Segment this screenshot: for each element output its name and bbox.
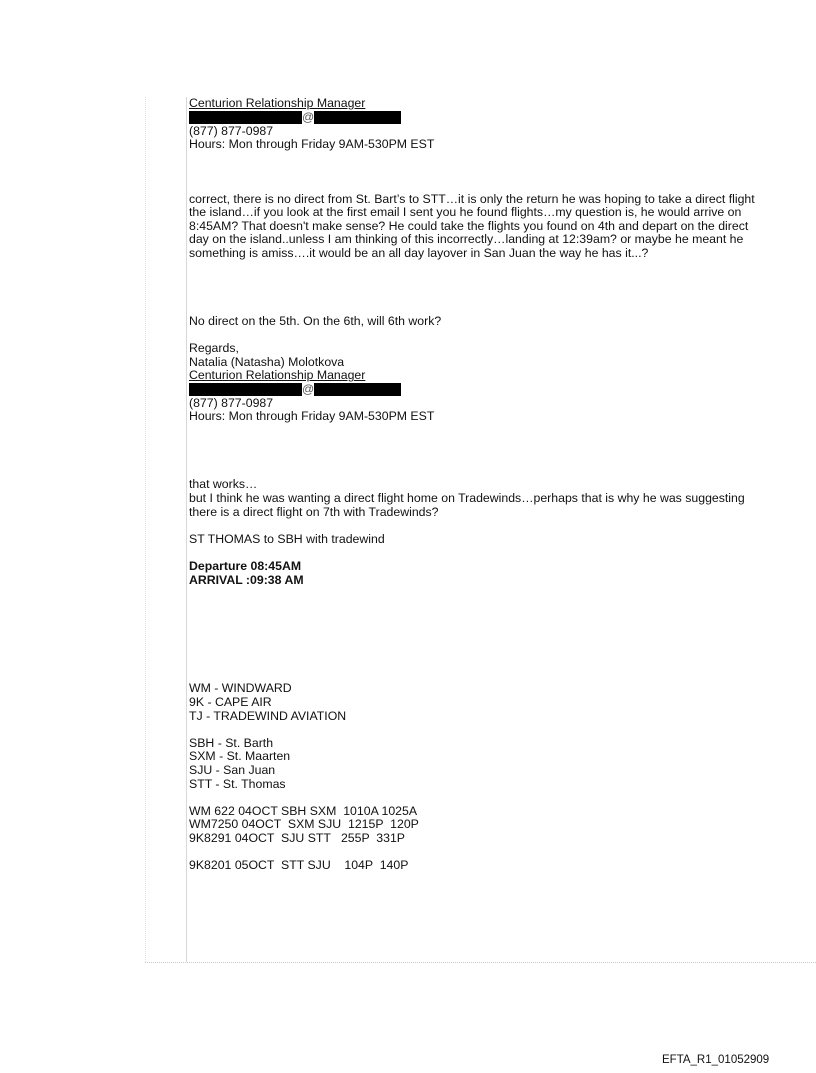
flight-line: 9K8291 04OCT SJU STT 255P 331P: [189, 830, 406, 845]
signature-phone: (877) 877-0987: [189, 395, 274, 410]
airline-line: WM - WINDWARD: [189, 681, 292, 696]
signature-title: Centurion Relationship Manager: [189, 368, 366, 383]
document-id: EFTA_R1_01052909: [662, 1054, 770, 1066]
arrival-line: ARRIVAL :09:38 AM: [189, 572, 304, 587]
signature-title: Centurion Relationship Manager: [189, 97, 366, 110]
quote-rule: [186, 97, 187, 962]
at-sign: @: [302, 109, 315, 124]
message-line: correct, there is no direct from St. Bart’s to STT…it is only the return he was hoping to take a direct flight: [189, 191, 755, 206]
signature-regards: Regards,: [189, 341, 239, 356]
signature-phone: (877) 877-0987: [189, 123, 274, 138]
redaction-box: [314, 111, 401, 124]
airline-line: 9K - CAPE AIR: [189, 694, 272, 709]
flight-line: 9K8201 05OCT STT SJU 104P 140P: [189, 858, 409, 873]
redacted-email: [189, 383, 816, 397]
departure-line: Departure 08:45AM: [189, 559, 302, 573]
left-margin-rule: [145, 97, 146, 962]
message-line: No direct on the 5th. On the 6th, will 6th work?: [189, 313, 442, 328]
airport-line: STT - St. Thomas: [189, 776, 286, 791]
airport-line: SXM - St. Maarten: [189, 749, 291, 764]
message-line: that works…: [189, 477, 258, 492]
airport-line: SJU - San Juan: [189, 762, 276, 777]
message-line: but I think he was wanting a direct flight home on Tradewinds…perhaps that is why he was suggesting: [189, 491, 745, 506]
redaction-box: [189, 383, 302, 396]
message-line: the island…if you look at the first email I sent you he found flights…my question is, he would arrive on: [189, 205, 742, 220]
redaction-box: [189, 111, 302, 124]
at-sign: @: [302, 381, 315, 396]
redacted-email: [189, 111, 816, 125]
signature-name: Natalia (Natasha) Molotkova: [189, 354, 345, 369]
message-line: 8:45AM? That doesn't make sense? He could take the flights you found on 4th and depart on the direct: [189, 218, 749, 233]
message-line: day on the island..unless I am thinking of this incorrectly…landing at 12:39am? or maybe he meant he: [189, 232, 744, 247]
route-line: ST THOMAS to SBH with tradewind: [189, 531, 385, 546]
flight-line: WM7250 04OCT SXM SJU 1215P 120P: [189, 817, 419, 832]
message-line: something is amiss….it would be an all day layover in San Juan the way he has it...?: [189, 245, 649, 260]
signature-hours: Hours: Mon through Friday 9AM-530PM EST: [189, 409, 435, 424]
airport-line: SBH - St. Barth: [189, 735, 274, 750]
airline-line: TJ - TRADEWIND AVIATION: [189, 708, 347, 723]
signature-hours: Hours: Mon through Friday 9AM-530PM EST: [189, 137, 435, 152]
redaction-box: [314, 383, 401, 396]
email-body: [189, 97, 816, 873]
bottom-rule: [145, 962, 816, 963]
flight-line: WM 622 04OCT SBH SXM 1010A 1025A: [189, 803, 418, 818]
message-line: there is a direct flight on 7th with Tradewinds?: [189, 504, 439, 519]
